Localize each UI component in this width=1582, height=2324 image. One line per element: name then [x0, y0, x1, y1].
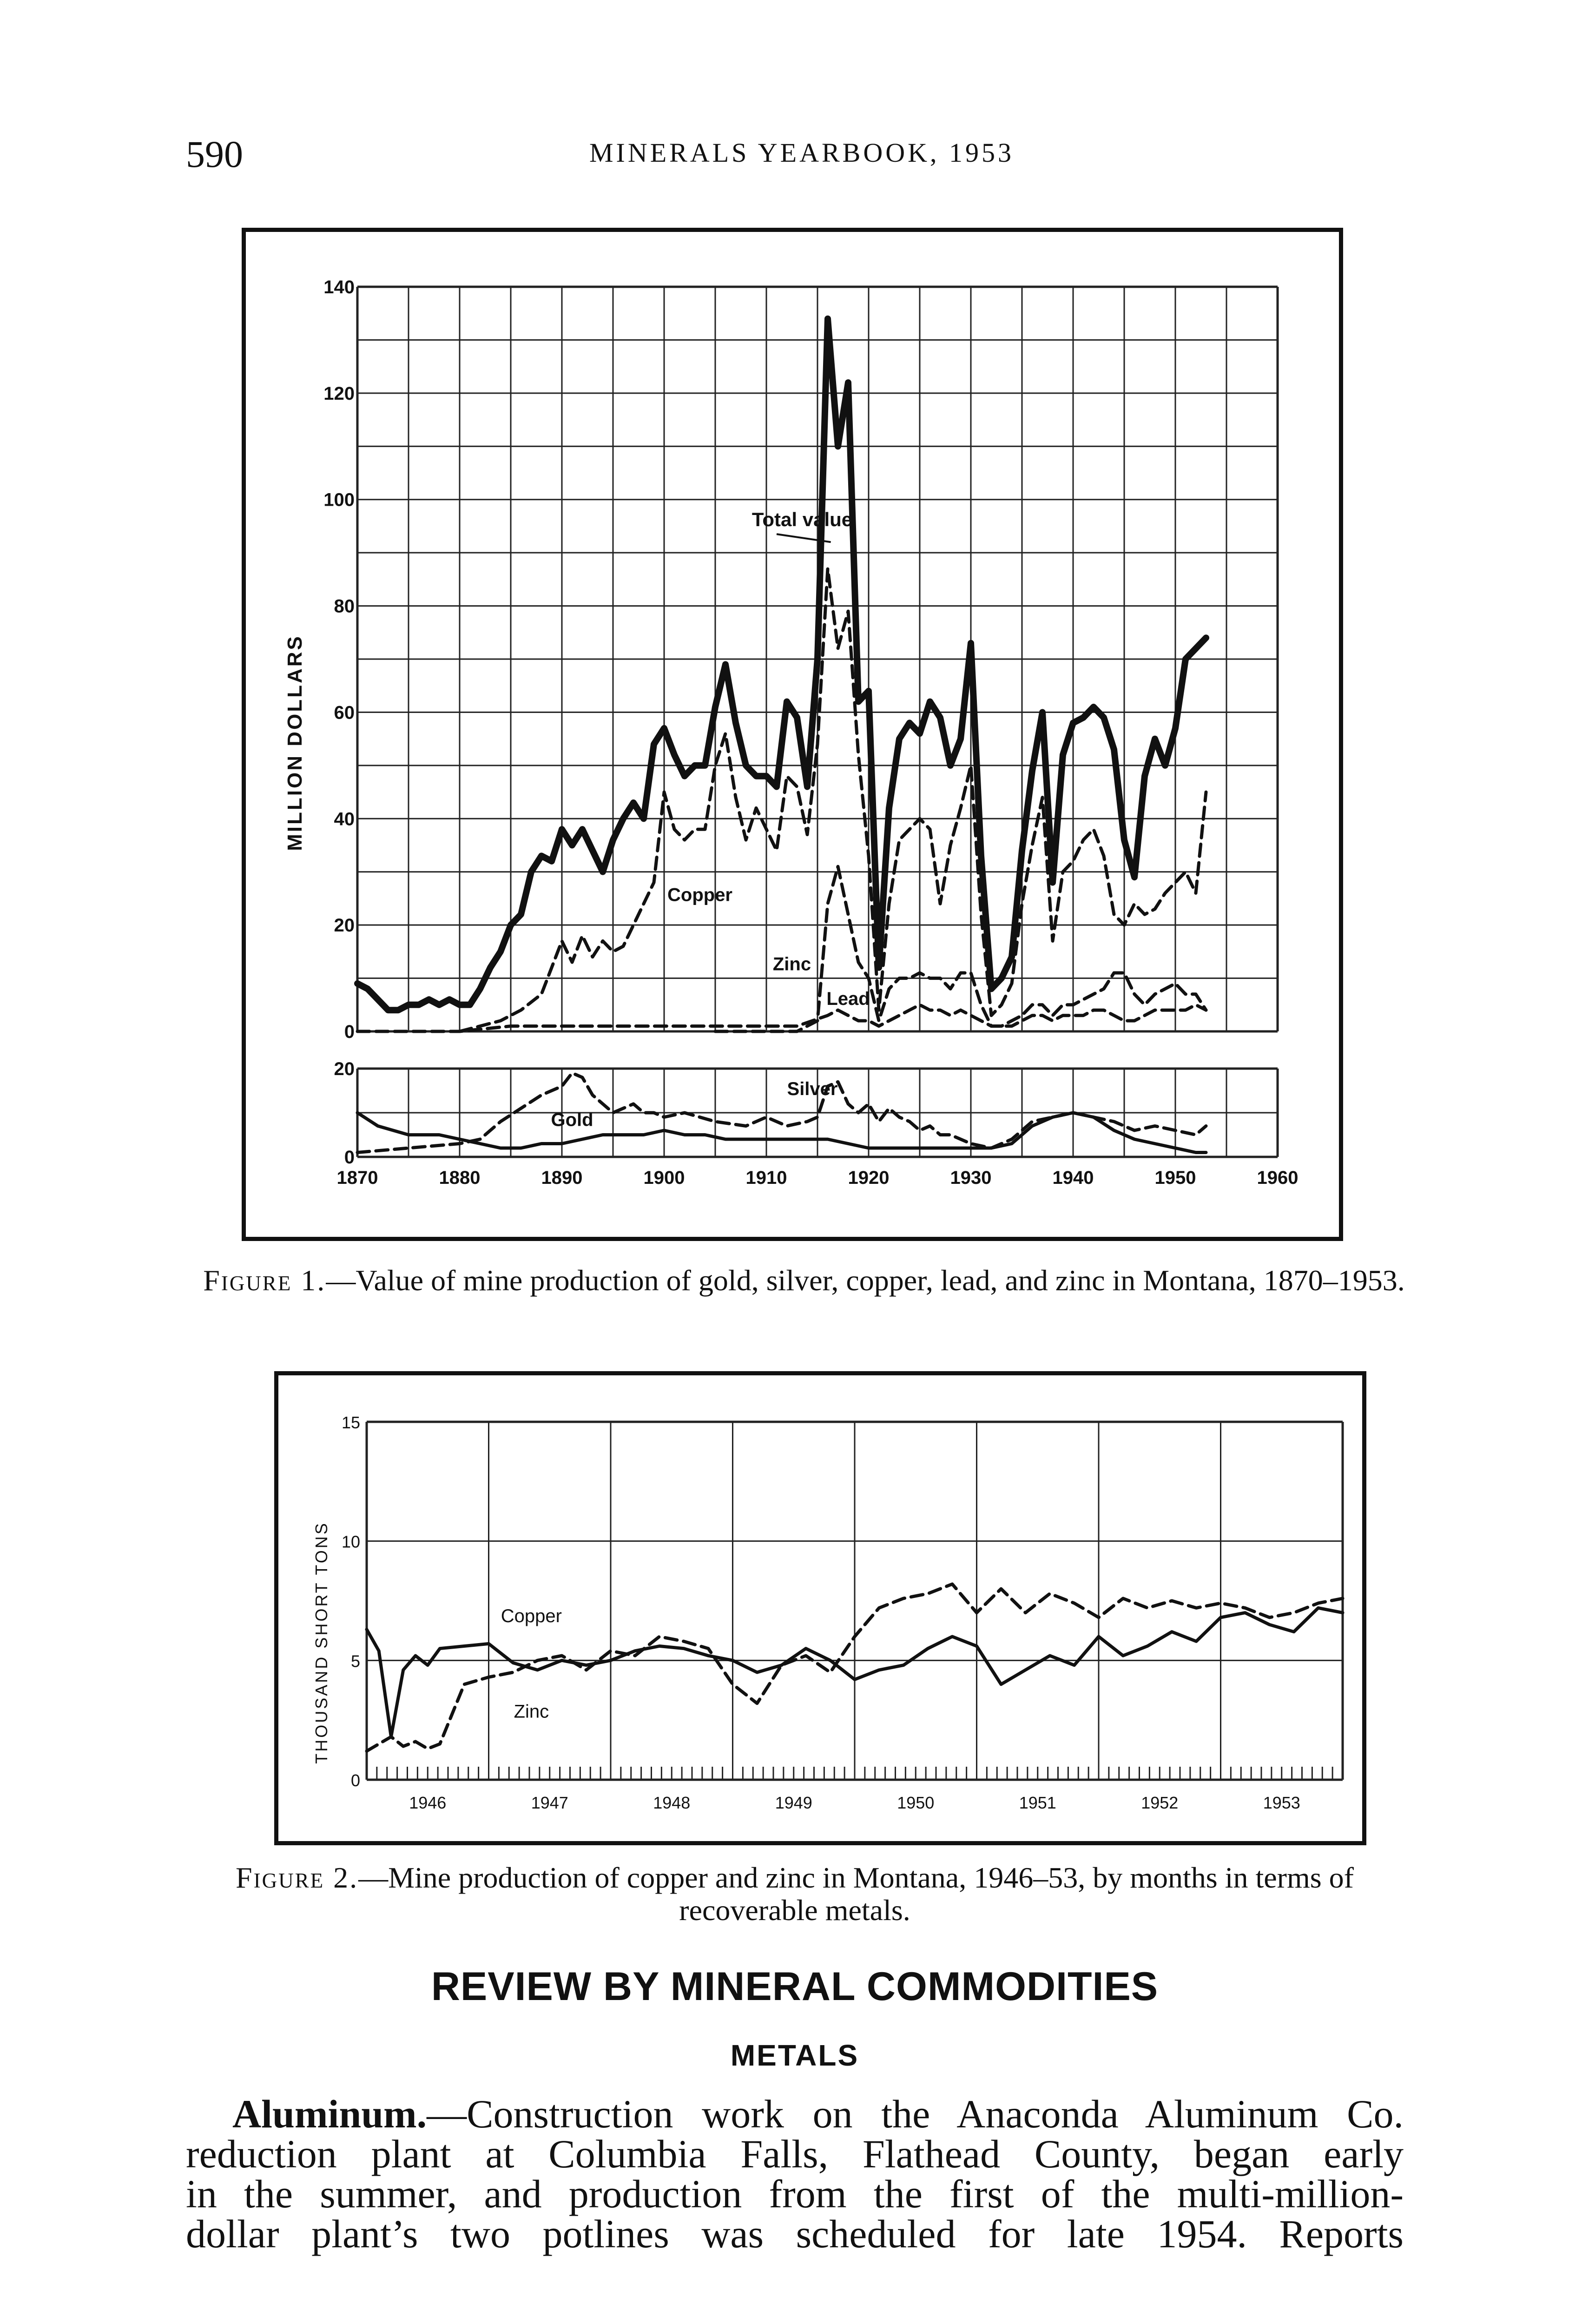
x-tick-label: 1870 [336, 1168, 378, 1188]
y-tick-label: 100 [323, 489, 355, 510]
x-tick-label: 1880 [439, 1168, 481, 1188]
series-line-copper [460, 569, 1206, 1032]
annotation-zinc: Zinc [514, 1701, 549, 1722]
x-tick-label: 1950 [897, 1793, 935, 1812]
x-tick-label: 1890 [541, 1168, 583, 1188]
section-title: REVIEW BY MINERAL COMMODITIES [431, 1964, 1159, 2009]
body-line-text: —Construction work on the Anaconda Aluminum Co. [427, 2092, 1404, 2136]
annotation-gold: Gold [551, 1109, 593, 1130]
run-in-head: Aluminum. [232, 2092, 427, 2136]
page-header [186, 132, 1417, 188]
figure-2-caption-label: Figure 2. [236, 1861, 359, 1894]
y-tick-label: 120 [323, 383, 355, 404]
figure-2-frame [274, 1371, 1366, 1845]
figure-2-caption [186, 1862, 1404, 1927]
series-line-total-value [357, 319, 1206, 1010]
annotation-total-value: Total value [751, 508, 853, 530]
figure-1-caption-label: Figure 1. [203, 1264, 326, 1297]
y-tick-label: 0 [344, 1147, 355, 1168]
figure-1-caption [200, 1264, 1408, 1297]
x-tick-label: 1900 [643, 1168, 685, 1188]
x-tick-label: 1950 [1154, 1168, 1196, 1188]
x-tick-label: 1952 [1141, 1793, 1179, 1812]
x-tick-label: 1940 [1052, 1168, 1094, 1188]
y-tick-label: 0 [344, 1022, 355, 1042]
x-tick-label: 1920 [848, 1168, 890, 1188]
body-line: dollar plant’s two potlines was scheduled for late 1954. Reports [186, 2212, 1404, 2256]
x-tick-label: 1949 [775, 1793, 812, 1812]
x-tick-label: 1960 [1257, 1168, 1299, 1188]
series-line-gold [357, 1113, 1206, 1153]
x-tick-label: 1953 [1263, 1793, 1300, 1812]
page-number: 590 [186, 133, 243, 175]
body-line: reduction plant at Columbia Falls, Flathead County, began early [186, 2132, 1404, 2176]
y-tick-label: 60 [334, 702, 355, 723]
body-line [186, 2094, 1404, 2134]
x-tick-label: 1946 [409, 1793, 447, 1812]
series-line-lead [357, 1005, 1206, 1031]
y-axis-label: MILLION DOLLARS [283, 634, 306, 851]
y-tick-label: 140 [323, 277, 355, 297]
subsection-title: METALS [730, 2039, 859, 2072]
figure-2-chart [278, 1375, 1362, 1841]
y-tick-label: 15 [341, 1413, 360, 1432]
x-tick-label: 1948 [653, 1793, 691, 1812]
body-paragraph [186, 2094, 1404, 2254]
figure-1-frame [242, 228, 1343, 1241]
running-head: MINERALS YEARBOOK, 1953 [589, 138, 1015, 168]
series-line-zinc [715, 866, 1206, 1031]
annotation-copper: Copper [501, 1606, 562, 1627]
annotation-copper: Copper [667, 885, 732, 905]
y-tick-label: 0 [350, 1771, 360, 1790]
y-tick-label: 40 [334, 809, 355, 830]
y-tick-label: 80 [334, 596, 355, 617]
y-tick-label: 5 [350, 1651, 360, 1671]
x-tick-label: 1947 [531, 1793, 568, 1812]
y-tick-label: 20 [334, 1059, 355, 1079]
body-line: in the summer, and production from the first of the multi-million- [186, 2172, 1404, 2216]
annotation-zinc: Zinc [772, 954, 811, 975]
x-tick-label: 1910 [745, 1168, 787, 1188]
figure-2-caption-text: —Mine production of copper and zinc in Montana, 1946–53, by months in terms of recoverable metals. [358, 1861, 1354, 1927]
x-tick-label: 1930 [950, 1168, 992, 1188]
figure-1-chart [246, 232, 1339, 1237]
annotation-silver: Silver [787, 1079, 838, 1099]
y-tick-label: 10 [341, 1532, 360, 1552]
figure-1-caption-text: —Value of mine production of gold, silver, copper, lead, and zinc in Montana, 1870–1953. [326, 1264, 1405, 1297]
x-tick-label: 1951 [1019, 1793, 1056, 1812]
y-axis-label: THOUSAND SHORT TONS [312, 1521, 331, 1764]
y-tick-label: 20 [334, 915, 355, 936]
annotation-lead: Lead [826, 988, 870, 1009]
